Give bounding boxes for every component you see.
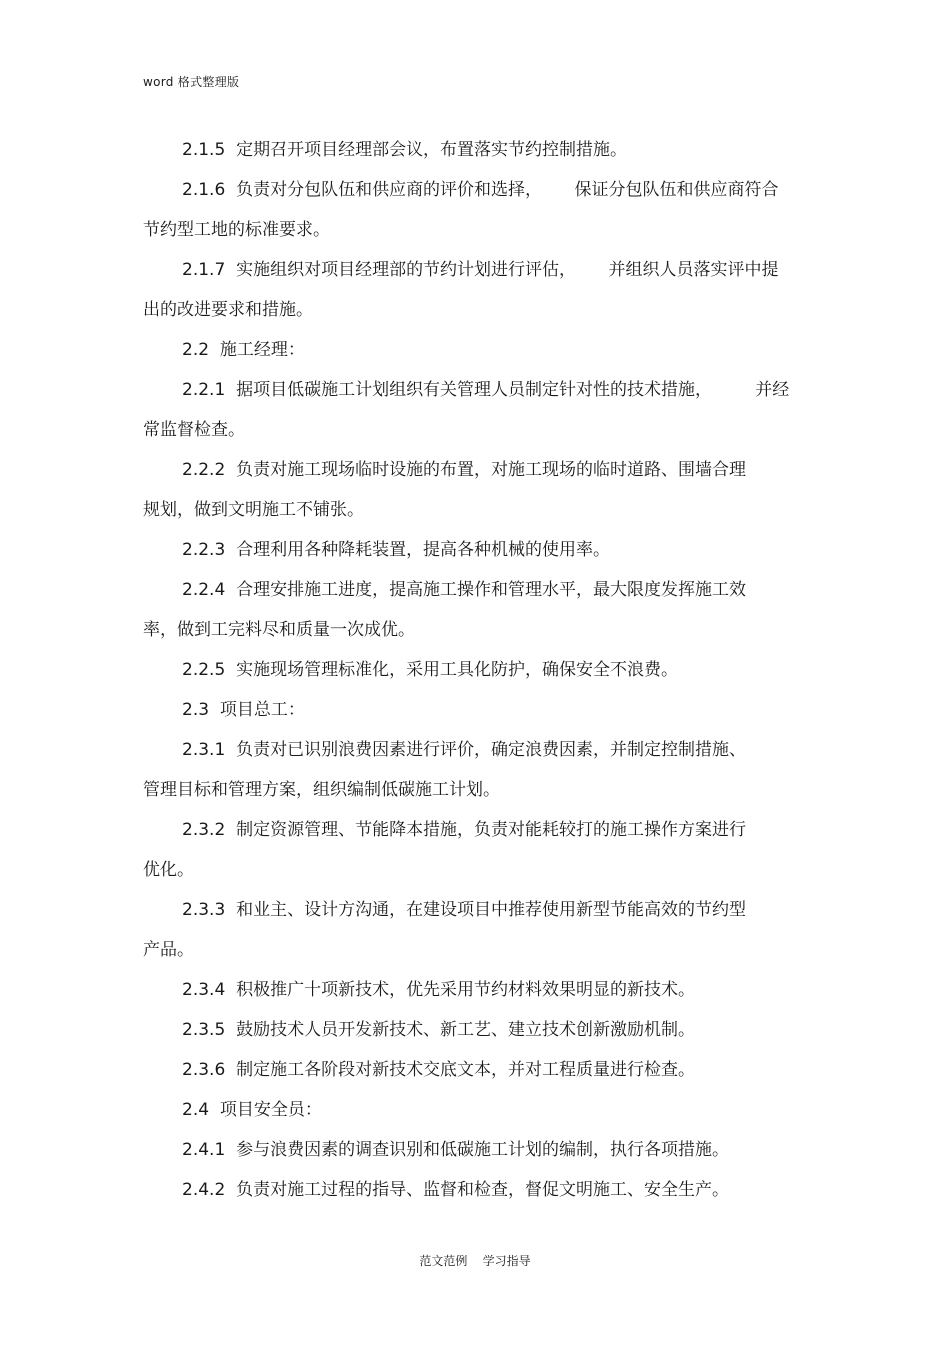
paragraph-line: 2.2.1 据项目低碳施工计划组织有关管理人员制定针对性的技术措施， 并经 — [182, 380, 790, 400]
paragraph-line: 2.2.2 负责对施工现场临时设施的布置，对施工现场的临时道路、围墙合理 — [182, 460, 747, 480]
paragraph-line: 节约型工地的标准要求。 — [143, 220, 330, 240]
paragraph-line: 2.4.2 负责对施工过程的指导、监督和检查，督促文明施工、安全生产。 — [182, 1180, 730, 1200]
page-footer: 范文范例 学习指导 — [419, 1254, 531, 1268]
paragraph-line: 率，做到工完料尽和质量一次成优。 — [143, 620, 415, 640]
paragraph-line: 2.3.1 负责对已识别浪费因素进行评价，确定浪费因素，并制定控制措施、 — [182, 740, 747, 760]
document-body — [143, 130, 808, 1210]
paragraph-line: 2.2.5 实施现场管理标准化，采用工具化防护，确保安全不浪费。 — [182, 660, 679, 680]
paragraph-line: 产品。 — [143, 940, 194, 960]
paragraph-line: 规划，做到文明施工不铺张。 — [143, 500, 364, 520]
paragraph-line: 2.2 施工经理： — [182, 340, 305, 360]
paragraph-line: 2.2.4 合理安排施工进度，提高施工操作和管理水平，最大限度发挥施工效 — [182, 580, 747, 600]
paragraph-line: 2.1.6 负责对分包队伍和供应商的评价和选择， 保证分包队伍和供应商符合 — [182, 180, 779, 200]
paragraph-line: 2.2.3 合理利用各种降耗装置，提高各种机械的使用率。 — [182, 540, 611, 560]
page-header: word 格式整理版 — [143, 75, 240, 89]
paragraph-line: 2.4.1 参与浪费因素的调查识别和低碳施工计划的编制，执行各项措施。 — [182, 1140, 730, 1160]
paragraph-line: 管理目标和管理方案，组织编制低碳施工计划。 — [143, 780, 500, 800]
paragraph-line: 2.3.2 制定资源管理、节能降本措施，负责对能耗较打的施工操作方案进行 — [182, 820, 747, 840]
paragraph-line: 2.1.7 实施组织对项目经理部的节约计划进行评估， 并组织人员落实评中提 — [182, 260, 779, 280]
paragraph-line: 2.3.6 制定施工各阶段对新技术交底文本，并对工程质量进行检查。 — [182, 1060, 696, 1080]
paragraph-line: 2.3.5 鼓励技术人员开发新技术、新工艺、建立技术创新激励机制。 — [182, 1020, 696, 1040]
paragraph-line: 优化。 — [143, 860, 194, 880]
paragraph-line: 2.3 项目总工： — [182, 700, 305, 720]
paragraph-line: 2.4 项目安全员： — [182, 1100, 322, 1120]
paragraph-line: 2.3.4 积极推广十项新技术，优先采用节约材料效果明显的新技术。 — [182, 980, 696, 1000]
paragraph-line: 2.3.3 和业主、设计方沟通，在建设项目中推荐使用新型节能高效的节约型 — [182, 900, 747, 920]
paragraph-line: 出的改进要求和措施。 — [143, 300, 313, 320]
paragraph-line: 2.1.5 定期召开项目经理部会议，布置落实节约控制措施。 — [182, 140, 628, 160]
paragraph-line: 常监督检查。 — [143, 420, 245, 440]
